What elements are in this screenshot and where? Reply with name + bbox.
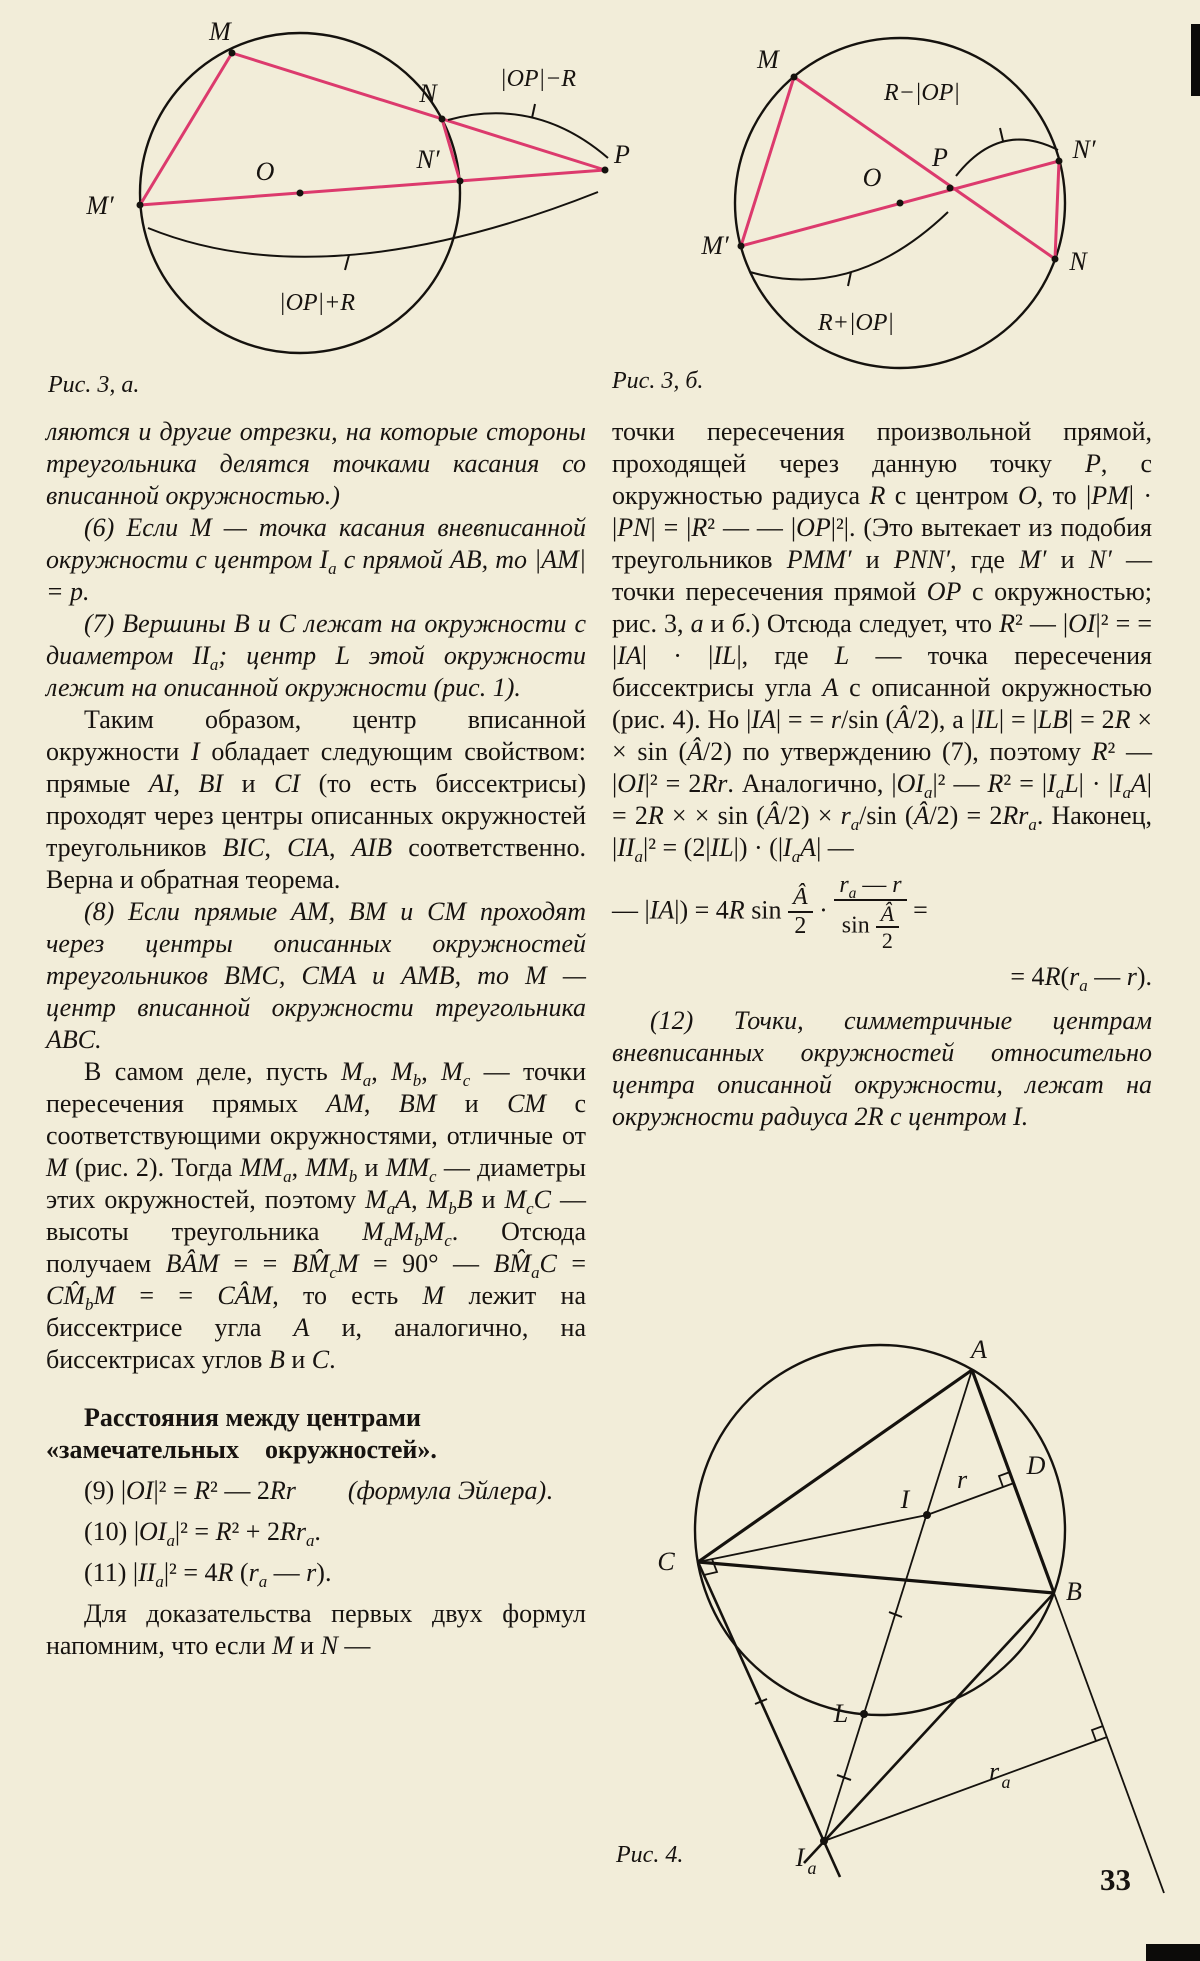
exradius-Ia — [824, 1737, 1107, 1841]
label-A: A — [971, 1335, 987, 1364]
side-BC — [698, 1562, 1054, 1593]
inradius-ID — [927, 1483, 1014, 1515]
label-M-prime: M′ — [701, 231, 729, 260]
construction-lines — [698, 1370, 1164, 1893]
line-B-Ia — [804, 1593, 1054, 1863]
equal-ticks — [755, 1612, 902, 1780]
paragraph: Расстояния между центрами «замечательных окружностей». — [46, 1403, 437, 1464]
right-column — [612, 416, 1152, 1133]
label-C: C — [657, 1547, 675, 1576]
label-P: P — [932, 143, 948, 172]
label-B: B — [1066, 1577, 1082, 1606]
label-op-minus-r: |OP|−R — [499, 66, 577, 92]
label-ra: r — [988, 1757, 1000, 1786]
label-M: M — [757, 45, 779, 74]
paragraph: (7) Вершины B и C лежат на окружности с диаметром $II_a$; центр L этой окружности лежит на описанной окружности (рис. 1). — [46, 609, 586, 702]
side-AB — [972, 1370, 1054, 1593]
paragraph: (8) Если прямые AM, BM и CM проходят через центры описанных окружностей треугольников BMC, CMA и AMB, то M — центр вписанной окружности треугольника ABC. — [46, 897, 586, 1054]
chord-NNp — [442, 119, 460, 181]
point-labels — [657, 1335, 1082, 1878]
line-MpP — [140, 170, 605, 205]
paragraph: (11) $|II_a|^2 = 4R$ ($r_a$ — r). — [84, 1558, 332, 1592]
label-Ia-sub: a — [807, 1858, 817, 1878]
scan-artifact-bottom-right — [1146, 1944, 1200, 1961]
figure-4 — [600, 1318, 1200, 1918]
circumcircle — [695, 1345, 1065, 1715]
paragraph: (6) Если M — точка касания вневписанной окружности с центром $I_a$ с прямой AB, то |AM| = p. — [46, 513, 586, 606]
label-N-prime: N′ — [416, 145, 440, 174]
label-r-minus-op: R−|OP| — [883, 80, 961, 106]
label-O: O — [255, 157, 275, 186]
label-L: L — [833, 1699, 849, 1728]
label-N-prime: N′ — [1072, 135, 1096, 164]
figure-3a — [30, 8, 670, 388]
paragraph: Таким образом, центр вписанной окружности I обладает следующим свойством: прямые AI, BI и CI (то есть биссектрисы) проходят через центры описанных окружностей треугольников BIC, CIA, AIB соответственно. Верна и обратная теорема. — [46, 705, 586, 894]
line-C-Ia — [698, 1562, 840, 1877]
figure-3a-caption: Рис. 3, а. — [48, 372, 140, 398]
paragraph: Для доказательства первых двух формул напомним, что если M и N — — [46, 1599, 586, 1660]
label-M: M — [209, 17, 231, 46]
label-O: O — [862, 163, 882, 192]
brace-R-plus-OP — [750, 212, 948, 280]
paragraph: ляются и другие отрезки, на которые стороны треугольника делятся точками касания со вписанной окружностью.) — [46, 417, 586, 510]
figure-3b — [660, 8, 1180, 388]
left-column — [46, 416, 586, 1662]
label-Ia: I — [795, 1843, 805, 1872]
paragraph: (10) $|OI_a|^2 = R^2 + 2Rr_a$. — [84, 1517, 321, 1551]
label-N: N — [419, 79, 437, 108]
brace-OP-plus-R — [148, 192, 598, 257]
chord-NpN — [1055, 161, 1059, 259]
point-labels — [85, 17, 630, 316]
brace-R-minus-OP — [956, 140, 1058, 176]
paragraph: (9) |OI|² = R² — 2Rr (формула Эйлера). — [84, 1476, 553, 1505]
line-AB-extension — [1054, 1593, 1164, 1893]
label-ra-sub: a — [1001, 1772, 1011, 1792]
figure-3b-caption: Рис. 3, б. — [612, 368, 704, 394]
label-I: I — [900, 1485, 910, 1514]
label-P: P — [614, 140, 630, 169]
label-N: N — [1069, 247, 1087, 276]
scan-artifact-top-right — [1191, 24, 1200, 96]
label-r-plus-op: R+|OP| — [817, 310, 895, 336]
bisector-A-Ia — [824, 1370, 972, 1841]
brace-OP-minus-R — [448, 113, 608, 158]
label-op-plus-r: |OP|+R — [278, 290, 356, 316]
paragraph: (12) Точки, симметричные центрам вневписанных окружностей относительно центра описанной окружности, лежат на окружности радиуса 2R с центром I. — [612, 1006, 1152, 1132]
braces — [750, 128, 1058, 286]
paragraph: точки пересечения произвольной прямой, проходящей через данную точку P, с окружностью радиуса R с центром O, то |PM| · |PN| = |R² — — |OP|²|. (Это вытекает из подобия треугольников PMM′ и PNN′, где M′ и N′ — точки пересечения прямой OP с окружностью; рис. 3, а и б.) Отсюда следует, что R² — |OI|² = = |IA| · |IL|, где L — точка пересечения биссектрисы угла A с описанной окружностью (рис. 4). Но |IA| = = r/sin (Â/2), а |IL| = |LB| = 2R × × sin (Â/2) по утверждению (7), поэтому R² — |OI|² = 2Rr. Аналогично, $|OI_a|^2$ — $R^2 = |I_aL| \cdot |I_aA| = 2R$ × × sin (Â/2) × $r_a/\sin$ (Â/2) = $2Rr_a$. Наконец, $|II_a|^2 = (2|IL|) \cdot (|I_aA|$ — — [612, 417, 1152, 867]
chord-MMp — [741, 77, 794, 246]
page-number: 33 — [1100, 1862, 1131, 1897]
label-r: r — [956, 1465, 968, 1494]
paragraph: В самом деле, пусть $M_a$, $M_b$, $M_c$ — точки пересечения прямых AM, BM и CM с соответствующими окружностями, отличные от M (рис. 2). Тогда $MM_a$, $MM_b$ и $MM_c$ — диаметры этих окружностей, поэтому $M_aA$, $M_bB$ и $M_cC$ — высоты треугольника $M_aM_bM_c$. Отсюда получаем BÂM = = $BM̂_cM = 90^\circ$ — $BM̂_aC$ = $CM̂_bM$ = = CÂM, то есть M лежит на биссектрисе угла A и, аналогично, на биссектрисах углов B и C. — [46, 1057, 587, 1374]
figure-4-caption: Рис. 4. — [616, 1842, 684, 1868]
label-D: D — [1026, 1451, 1046, 1480]
paragraph: = $4R(r_a$ — r). — [1010, 962, 1152, 996]
label-M-prime: M′ — [86, 191, 114, 220]
paragraph: — |IA|) = 4R sin $\frac{Â}{2}$ · $r_a$ — r sin $\frac{Â}{2}$ = — [612, 872, 928, 953]
